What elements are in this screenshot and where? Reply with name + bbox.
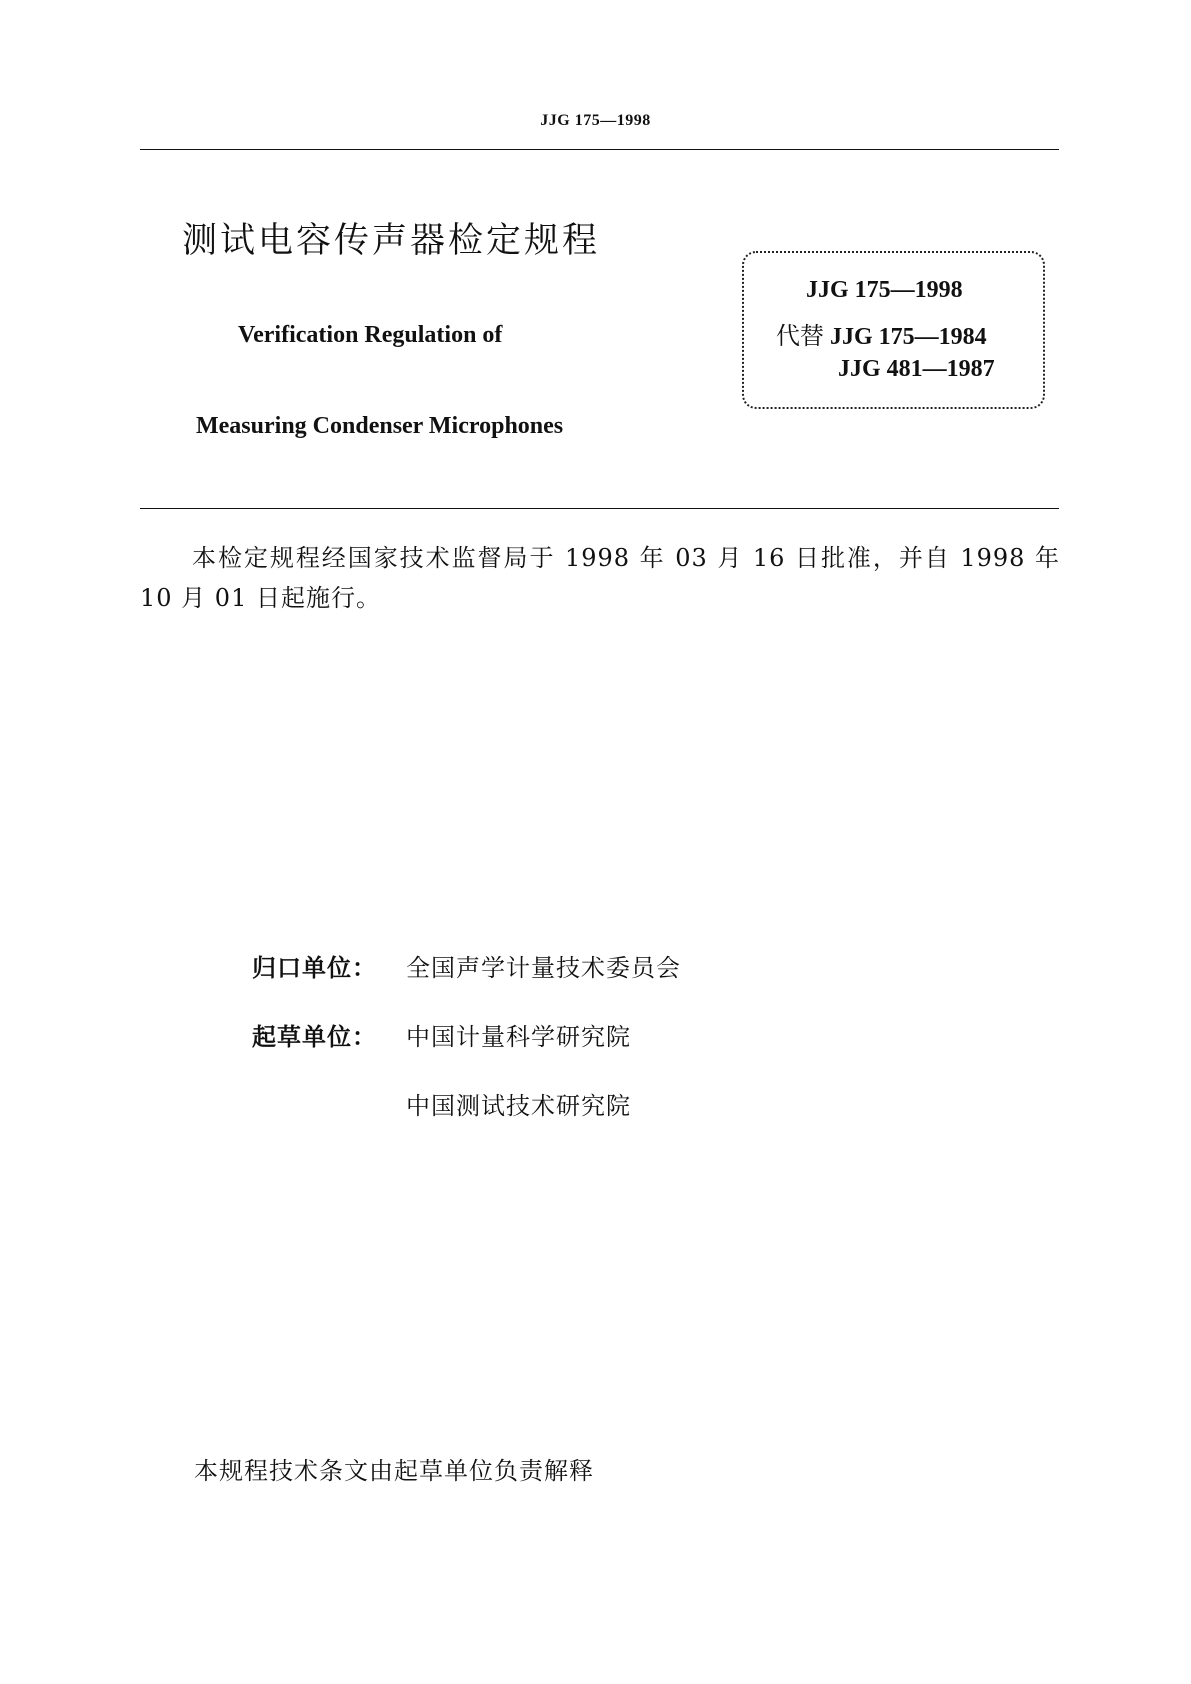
approval-statement: 本检定规程经国家技术监督局于 1998 年 03 月 16 日批准，并自 1998 年 10 月 01 日起施行。 [140, 544, 1060, 612]
running-header: JJG 175—1998 [540, 112, 651, 129]
replaced-standard-2: JJG 481—1987 [838, 356, 995, 382]
responsible-unit-label: 归口单位： [252, 954, 377, 982]
drafting-unit-label: 起草单位： [252, 1023, 377, 1051]
drafting-unit-value-2: 中国测试技术研究院 [406, 1092, 631, 1120]
document-title-chinese: 测试电容传声器检定规程 [182, 221, 601, 261]
replaced-standard-1: JJG 175—1984 [830, 324, 987, 350]
standard-number-current: JJG 175—1998 [806, 277, 963, 303]
replace-label: 代替 [776, 322, 824, 350]
standard-replaces-line-1 [776, 316, 987, 351]
header-divider [140, 149, 1059, 150]
responsible-unit-value: 全国声学计量技术委员会 [406, 954, 681, 982]
document-title-english-line1: Verification Regulation of [238, 322, 503, 348]
title-divider [140, 508, 1059, 509]
document-title-english-line2: Measuring Condenser Microphones [196, 413, 564, 439]
interpretation-note: 本规程技术条文由起草单位负责解释 [194, 1457, 594, 1485]
drafting-unit-value-1: 中国计量科学研究院 [406, 1023, 631, 1051]
